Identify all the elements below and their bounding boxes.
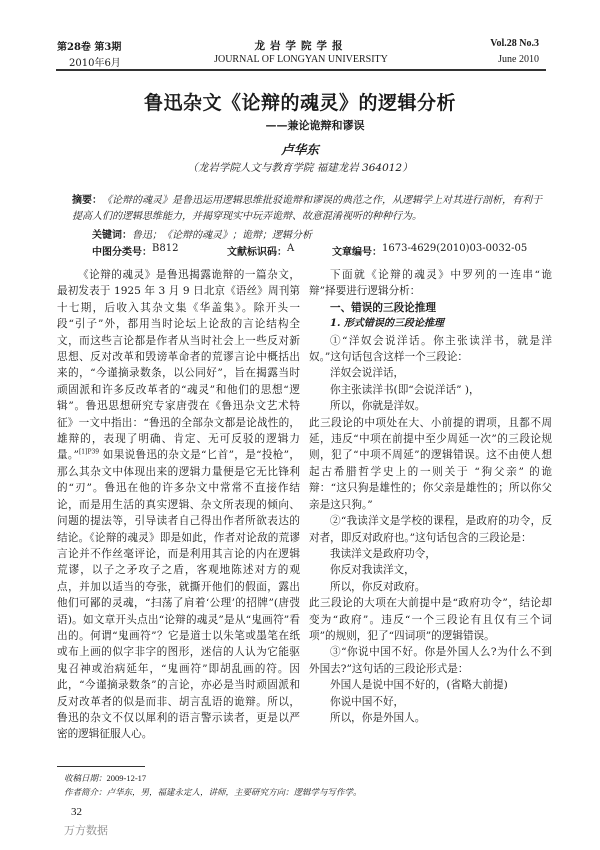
article-number: 文章编号： 1673-4629(2010)03-0032-05 [332,243,528,258]
body-paragraph: 《论辩的魂灵》是鲁迅揭露诡辩的一篇杂文，最初发表于 1925 年 3 月 9 日北京《语丝》周刊第十七期，后收入其杂文集《华盖集》。除开头一段“引子”外，都用当时论坛上论敌的言论结构全文，而这些言论都是作者从当时社会上一些反对新思想、反对改革和毁谤革命者的荒谬言论中概括出来的，“今谨摘录数条，以公同好”，旨在揭露当时顽固派和许多反改革者的“魂灵”和他们的思想“逻辑”。鲁迅思想研究专家唐弢在《鲁迅杂文艺术特征》一文中指出：“鲁迅的全部杂文都是论战性的，雄辩的，表现了明确、肯定、无可反驳的逻辑力量。”$^{[1]P39}$ 如果说鲁迅的杂文是“匕首”，是“投枪”，那么其杂文中体现出来的逻辑力量便是它无比锋利的“刃”。鲁迅在他的许多杂文中常常不直接作结论，而是用生活的真实逻辑、杂文所表现的倾向、问题的提法等，引导读者自己得出作者所欲表达的结论。《论辩的魂灵》即是如此，作者对论敌的荒谬言论并不作丝毫评论，而是利用其言论的内在逻辑荒谬，以子之矛攻子之盾，客观地陈述对方的观点，并加以适当的夸张，就撕开他们的假面，露出他们可鄙的灵魂，“扫荡了肩着‘公理’的招牌”(唐弢语)。如文章开头点出“论辩的魂灵”是从“鬼画符”看出的。何谓“鬼画符”？它是道士以朱笔或墨笔在纸或布上画的似字非字的图形，迷信的人认为它能驱鬼召神或治病延年，“鬼画符”即胡乱画的符。因此，“今谨摘录数条”的言论，亦必是当时顽固派和反对改革者的似是而非、胡言乱语的诡辩。所以，鲁迅的杂文不仅以犀利的语言警示读者，更是以严密的逻辑征服人心。 [57,269,301,741]
author-affiliation: （龙岩学院人文与教育学院 福建龙岩 364012） [187,162,413,174]
subsection-heading: 1. 形式错误的三段论推理 [330,318,444,330]
journal-name-cn: 龙岩学院学报 [254,40,348,52]
abstract-label: 摘要： [72,195,102,206]
keywords-text: 鲁迅；《论辩的魂灵》；诡辩；逻辑分析 [132,230,312,241]
author-bio: 作者简介：卢华东，男，福建永定人，讲师，主要研究方向：逻辑学与写作学。 [64,788,362,798]
date-cn: 2010年6月 [69,58,121,69]
header-rule [56,69,546,71]
example-2-minor: 你反对我读洋文， [330,564,415,577]
example-1-major: 洋奴会说洋话， [330,367,405,380]
abstract-text: 《论辩的魂灵》是鲁迅运用逻辑思维批驳诡辩和谬误的典范之作，从逻辑学上对其进行剖析，有利于提高人们的逻辑思维能力，并揭穿现实中玩弄诡辩、故意混淆视听的种种行为。 [72,195,542,222]
example-3-quote: ③“你说中国不好。你是外国人么?为什么不到外国去?”这句话的三段论形式是： [309,646,552,675]
keywords-label: 关键词： [92,230,132,241]
example-3-conclusion: 所以，你是外国人。 [330,711,426,724]
volume-issue: 第28卷 第3期 [57,42,122,53]
example-3-minor: 你说中国不好， [330,695,405,708]
volume-en: Vol.28 No.3 [490,38,539,49]
received-date: 收稿日期：2009-12-17 [64,773,147,784]
right-column [309,267,552,726]
watermark: 万方数据 [64,824,108,837]
article-title: 鲁迅杂文《论辩的魂灵》的逻辑分析 [143,92,456,114]
article-subtitle: ——兼论诡辩和谬误 [265,119,365,132]
example-2-major: 我读洋文是政府功令， [330,547,436,560]
author-name: 卢华东 [281,142,319,157]
example-3-major: 外国人是说中国不好的，(省略大前提) [330,679,508,692]
keywords [92,226,312,241]
example-2-analysis: 此三段论的大项在大前提中是“政府功令”，结论却变为“政府”。违反“一个三段论有且仅有三个词项”的规则，犯了“四词项”的逻辑错误。 [309,597,552,642]
example-2-quote: ②“我读洋文是学校的课程，是政府的功令，反对者，即反对政府也。”这句话包含的三段论是： [309,515,552,544]
running-header [57,38,545,72]
abstract [72,193,546,225]
footnote-rule [57,766,145,767]
citation-ref: [1]P39 [78,448,100,456]
date-en: June 2010 [498,54,539,65]
doc-code: 文献标识码： A [227,243,295,258]
example-1-analysis: 此三段论的中项处在大、小前提的谓项，且都不周延，违反“中项在前提中至少周延一次”的三段论规则，犯了“中项不周延”的逻辑错误。这不由使人想起古希腊哲学史上的一则关于 “狗父亲” 的诡辩：“这只狗是雄性的；你父亲是雄性的；所以你父亲是这只狗。” [309,416,552,511]
journal-name-en: JOURNAL OF LONGYAN UNIVERSITY [214,54,388,65]
example-1-minor: 你主张读洋书(即“会说洋话” )， [330,383,480,396]
example-1-quote: ①“洋奴会说洋话。你主张读洋书，就是洋奴。”这句话包含这样一个三段论： [309,334,552,364]
clc-code: 中图分类号： B812 [92,243,179,258]
intro-paragraph: 下面就《论辩的魂灵》中罗列的一连串“诡辩”择要进行逻辑分析： [309,269,552,298]
page-number: 32 [71,806,82,818]
left-column [57,267,300,743]
example-2-conclusion: 所以，你反对政府。 [330,580,426,593]
example-1-conclusion: 所以，你就是洋奴。 [330,400,426,413]
section-heading: 一、错误的三段论推理 [330,301,436,314]
